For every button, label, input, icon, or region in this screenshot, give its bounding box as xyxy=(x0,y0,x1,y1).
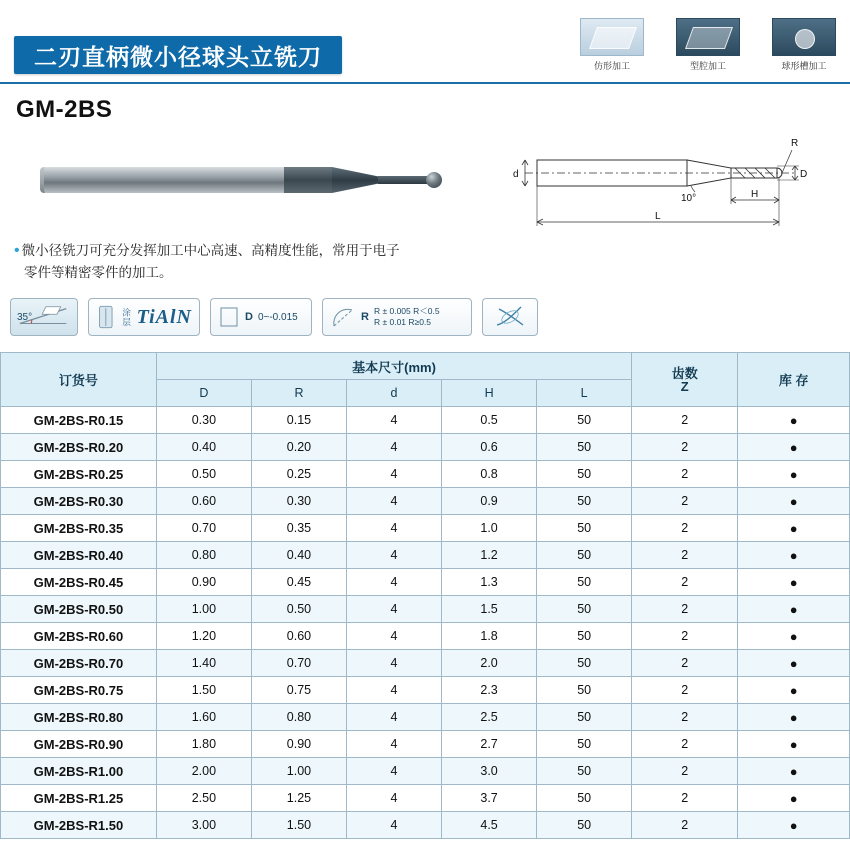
cell-H: 0.9 xyxy=(442,488,537,515)
drawing-label-H: H xyxy=(751,189,759,200)
cell-D: 0.50 xyxy=(156,461,251,488)
cell-teeth: 2 xyxy=(632,434,738,461)
profile-machining-icon xyxy=(576,18,648,72)
cell-order-no: GM-2BS-R1.00 xyxy=(1,758,157,785)
cell-R: 1.50 xyxy=(251,812,346,839)
cell-d: 4 xyxy=(346,515,441,542)
cell-order-no: GM-2BS-R0.40 xyxy=(1,542,157,569)
cell-teeth: 2 xyxy=(632,542,738,569)
technical-drawing-svg xyxy=(495,130,840,240)
cell-d: 4 xyxy=(346,569,441,596)
cell-stock: ● xyxy=(738,542,850,569)
cell-d: 4 xyxy=(346,461,441,488)
cell-stock: ● xyxy=(738,731,850,758)
cell-order-no: GM-2BS-R0.60 xyxy=(1,623,157,650)
cell-order-no: GM-2BS-R0.30 xyxy=(1,488,157,515)
cell-d: 4 xyxy=(346,731,441,758)
header-teeth-symbol: Z xyxy=(680,378,689,394)
technical-drawing xyxy=(495,130,840,240)
drawing-label-R: R xyxy=(791,138,799,149)
tool-shank xyxy=(44,167,284,193)
cell-d: 4 xyxy=(346,650,441,677)
cell-L: 50 xyxy=(537,677,632,704)
profile-machining-label: 仿形加工 xyxy=(593,61,630,71)
cell-H: 3.0 xyxy=(442,758,537,785)
cell-d: 4 xyxy=(346,488,441,515)
header-dim-D: D xyxy=(156,380,251,407)
application-icons xyxy=(576,18,840,72)
cell-d: 4 xyxy=(346,704,441,731)
cell-R: 0.20 xyxy=(251,434,346,461)
header-dim-L: L xyxy=(537,380,632,407)
radius-icon xyxy=(330,302,356,332)
radius-tolerance-line-2: R ± 0.01 R≥0.5 xyxy=(373,317,432,327)
cell-H: 0.5 xyxy=(442,407,537,434)
cell-R: 1.00 xyxy=(251,758,346,785)
cell-D: 1.80 xyxy=(156,731,251,758)
cell-R: 0.45 xyxy=(251,569,346,596)
cell-R: 0.90 xyxy=(251,731,346,758)
cell-teeth: 2 xyxy=(632,515,738,542)
cell-d: 4 xyxy=(346,758,441,785)
radius-symbol: R xyxy=(361,311,369,323)
cell-D: 1.40 xyxy=(156,650,251,677)
cell-order-no: GM-2BS-R0.75 xyxy=(1,677,157,704)
cell-L: 50 xyxy=(537,434,632,461)
cell-R: 0.70 xyxy=(251,650,346,677)
cell-stock: ● xyxy=(738,623,850,650)
helix-angle-badge xyxy=(10,298,78,336)
cell-R: 0.50 xyxy=(251,596,346,623)
tool-cutting-neck xyxy=(378,176,430,184)
cell-d: 4 xyxy=(346,434,441,461)
drawing-label-angle: 10° xyxy=(681,193,697,204)
cell-L: 50 xyxy=(537,407,632,434)
drawing-label-d: d xyxy=(513,169,519,180)
coating-label: 涂层 xyxy=(121,307,132,327)
cell-H: 4.5 xyxy=(442,812,537,839)
header-dim-d: d xyxy=(346,380,441,407)
table-row xyxy=(1,569,850,596)
cell-teeth: 2 xyxy=(632,488,738,515)
cell-d: 4 xyxy=(346,677,441,704)
header-dim-H: H xyxy=(442,380,537,407)
table-row xyxy=(1,515,850,542)
cell-d: 4 xyxy=(346,812,441,839)
cell-H: 0.8 xyxy=(442,461,537,488)
cell-R: 0.60 xyxy=(251,623,346,650)
cell-D: 3.00 xyxy=(156,812,251,839)
cell-teeth: 2 xyxy=(632,785,738,812)
two-flute-badge xyxy=(482,298,538,336)
cell-R: 0.35 xyxy=(251,515,346,542)
cell-H: 1.5 xyxy=(442,596,537,623)
cell-L: 50 xyxy=(537,704,632,731)
header-basic-dimensions: 基本尺寸(mm) xyxy=(156,353,631,380)
table-row xyxy=(1,623,850,650)
cell-stock: ● xyxy=(738,812,850,839)
table-row xyxy=(1,758,850,785)
table-row xyxy=(1,461,850,488)
cell-R: 0.80 xyxy=(251,704,346,731)
cell-H: 3.7 xyxy=(442,785,537,812)
table-row xyxy=(1,704,850,731)
table-body xyxy=(1,407,850,839)
cell-order-no: GM-2BS-R0.20 xyxy=(1,434,157,461)
cell-L: 50 xyxy=(537,785,632,812)
cell-stock: ● xyxy=(738,434,850,461)
header-stock: 库 存 xyxy=(738,353,850,407)
cell-H: 1.0 xyxy=(442,515,537,542)
cell-D: 1.00 xyxy=(156,596,251,623)
table-row xyxy=(1,488,850,515)
product-description xyxy=(14,240,484,284)
diameter-icon xyxy=(218,302,240,332)
mold-machining-label: 型腔加工 xyxy=(689,61,726,71)
cell-order-no: GM-2BS-R0.25 xyxy=(1,461,157,488)
description-line-2: 零件等精密零件的加工。 xyxy=(24,265,173,280)
cell-D: 1.60 xyxy=(156,704,251,731)
diameter-symbol: D xyxy=(245,311,253,323)
table-row xyxy=(1,731,850,758)
cell-d: 4 xyxy=(346,596,441,623)
table-head xyxy=(1,353,850,407)
table-row xyxy=(1,542,850,569)
coating-brand: TiAlN xyxy=(136,305,192,328)
table-row xyxy=(1,650,850,677)
cell-teeth: 2 xyxy=(632,704,738,731)
cell-H: 2.0 xyxy=(442,650,537,677)
cell-D: 0.30 xyxy=(156,407,251,434)
page-title: 二刃直柄微小径球头立铣刀 xyxy=(14,36,342,74)
cell-H: 0.6 xyxy=(442,434,537,461)
cell-teeth: 2 xyxy=(632,407,738,434)
cell-L: 50 xyxy=(537,515,632,542)
model-code: GM-2BS xyxy=(16,96,113,123)
tool-taper xyxy=(332,167,378,193)
cell-D: 0.80 xyxy=(156,542,251,569)
coating-icon xyxy=(96,302,116,332)
diameter-tolerance-value: 0~-0.015 xyxy=(257,311,298,323)
radius-tolerance-line-1: R ± 0.005 R＜0.5 xyxy=(373,306,440,316)
cell-D: 0.60 xyxy=(156,488,251,515)
cell-teeth: 2 xyxy=(632,596,738,623)
specification-table xyxy=(0,352,850,839)
cell-L: 50 xyxy=(537,812,632,839)
header-order-no: 订货号 xyxy=(1,353,157,407)
cell-R: 0.40 xyxy=(251,542,346,569)
tool-coated-section xyxy=(284,167,332,193)
mold-machining-icon xyxy=(672,18,744,72)
page-header xyxy=(0,0,850,84)
cell-teeth: 2 xyxy=(632,812,738,839)
cell-H: 1.8 xyxy=(442,623,537,650)
cell-order-no: GM-2BS-R0.15 xyxy=(1,407,157,434)
cell-D: 2.00 xyxy=(156,758,251,785)
cell-R: 0.30 xyxy=(251,488,346,515)
cell-stock: ● xyxy=(738,677,850,704)
ball-groove-machining-label: 球形槽加工 xyxy=(781,61,827,71)
cell-D: 0.40 xyxy=(156,434,251,461)
cell-stock: ● xyxy=(738,650,850,677)
tool-photo xyxy=(30,140,450,220)
cell-R: 1.25 xyxy=(251,785,346,812)
cell-teeth: 2 xyxy=(632,731,738,758)
coating-badge xyxy=(88,298,200,336)
cell-D: 1.20 xyxy=(156,623,251,650)
cell-L: 50 xyxy=(537,758,632,785)
bullet-icon: • xyxy=(14,242,20,259)
description-line-1: 微小径铣刀可充分发挥加工中心高速、高精度性能，常用于电子 xyxy=(21,243,400,258)
cell-teeth: 2 xyxy=(632,677,738,704)
cell-d: 4 xyxy=(346,623,441,650)
cell-order-no: GM-2BS-R1.25 xyxy=(1,785,157,812)
cell-stock: ● xyxy=(738,407,850,434)
cell-D: 0.70 xyxy=(156,515,251,542)
cell-L: 50 xyxy=(537,596,632,623)
header-teeth xyxy=(632,353,738,407)
cell-R: 0.25 xyxy=(251,461,346,488)
cell-teeth: 2 xyxy=(632,461,738,488)
cell-L: 50 xyxy=(537,461,632,488)
cell-order-no: GM-2BS-R0.35 xyxy=(1,515,157,542)
cell-H: 1.2 xyxy=(442,542,537,569)
cell-teeth: 2 xyxy=(632,650,738,677)
cell-stock: ● xyxy=(738,785,850,812)
cell-L: 50 xyxy=(537,650,632,677)
tool-ball-nose-tip xyxy=(426,172,442,188)
table-row xyxy=(1,407,850,434)
cell-teeth: 2 xyxy=(632,569,738,596)
header-dim-R: R xyxy=(251,380,346,407)
feature-badges xyxy=(10,298,538,336)
table-row xyxy=(1,785,850,812)
ball-groove-machining-icon xyxy=(768,18,840,72)
cell-stock: ● xyxy=(738,596,850,623)
table-row xyxy=(1,677,850,704)
cell-stock: ● xyxy=(738,704,850,731)
cell-stock: ● xyxy=(738,515,850,542)
cell-teeth: 2 xyxy=(632,623,738,650)
cell-stock: ● xyxy=(738,461,850,488)
cell-d: 4 xyxy=(346,407,441,434)
cell-order-no: GM-2BS-R0.80 xyxy=(1,704,157,731)
cell-R: 0.15 xyxy=(251,407,346,434)
header-teeth-label: 齿数 xyxy=(671,365,698,381)
cell-R: 0.75 xyxy=(251,677,346,704)
drawing-label-L: L xyxy=(655,211,661,222)
table-row xyxy=(1,812,850,839)
cell-order-no: GM-2BS-R0.90 xyxy=(1,731,157,758)
diameter-tolerance-badge xyxy=(210,298,312,336)
cell-L: 50 xyxy=(537,623,632,650)
cell-H: 1.3 xyxy=(442,569,537,596)
cell-H: 2.7 xyxy=(442,731,537,758)
cell-L: 50 xyxy=(537,488,632,515)
cell-D: 0.90 xyxy=(156,569,251,596)
cell-order-no: GM-2BS-R0.45 xyxy=(1,569,157,596)
cell-stock: ● xyxy=(738,569,850,596)
cell-H: 2.5 xyxy=(442,704,537,731)
cell-L: 50 xyxy=(537,542,632,569)
radius-tolerance-badge xyxy=(322,298,472,336)
cell-order-no: GM-2BS-R0.70 xyxy=(1,650,157,677)
cell-L: 50 xyxy=(537,731,632,758)
two-flute-icon xyxy=(493,303,527,331)
cell-D: 2.50 xyxy=(156,785,251,812)
cell-d: 4 xyxy=(346,785,441,812)
helix-angle-label: 35° xyxy=(17,312,33,323)
cell-stock: ● xyxy=(738,488,850,515)
cell-order-no: GM-2BS-R1.50 xyxy=(1,812,157,839)
cell-stock: ● xyxy=(738,758,850,785)
cell-teeth: 2 xyxy=(632,758,738,785)
table-row xyxy=(1,596,850,623)
cell-L: 50 xyxy=(537,569,632,596)
cell-D: 1.50 xyxy=(156,677,251,704)
table-row xyxy=(1,434,850,461)
cell-d: 4 xyxy=(346,542,441,569)
cell-order-no: GM-2BS-R0.50 xyxy=(1,596,157,623)
drawing-label-D-big: D xyxy=(800,169,808,180)
cell-H: 2.3 xyxy=(442,677,537,704)
